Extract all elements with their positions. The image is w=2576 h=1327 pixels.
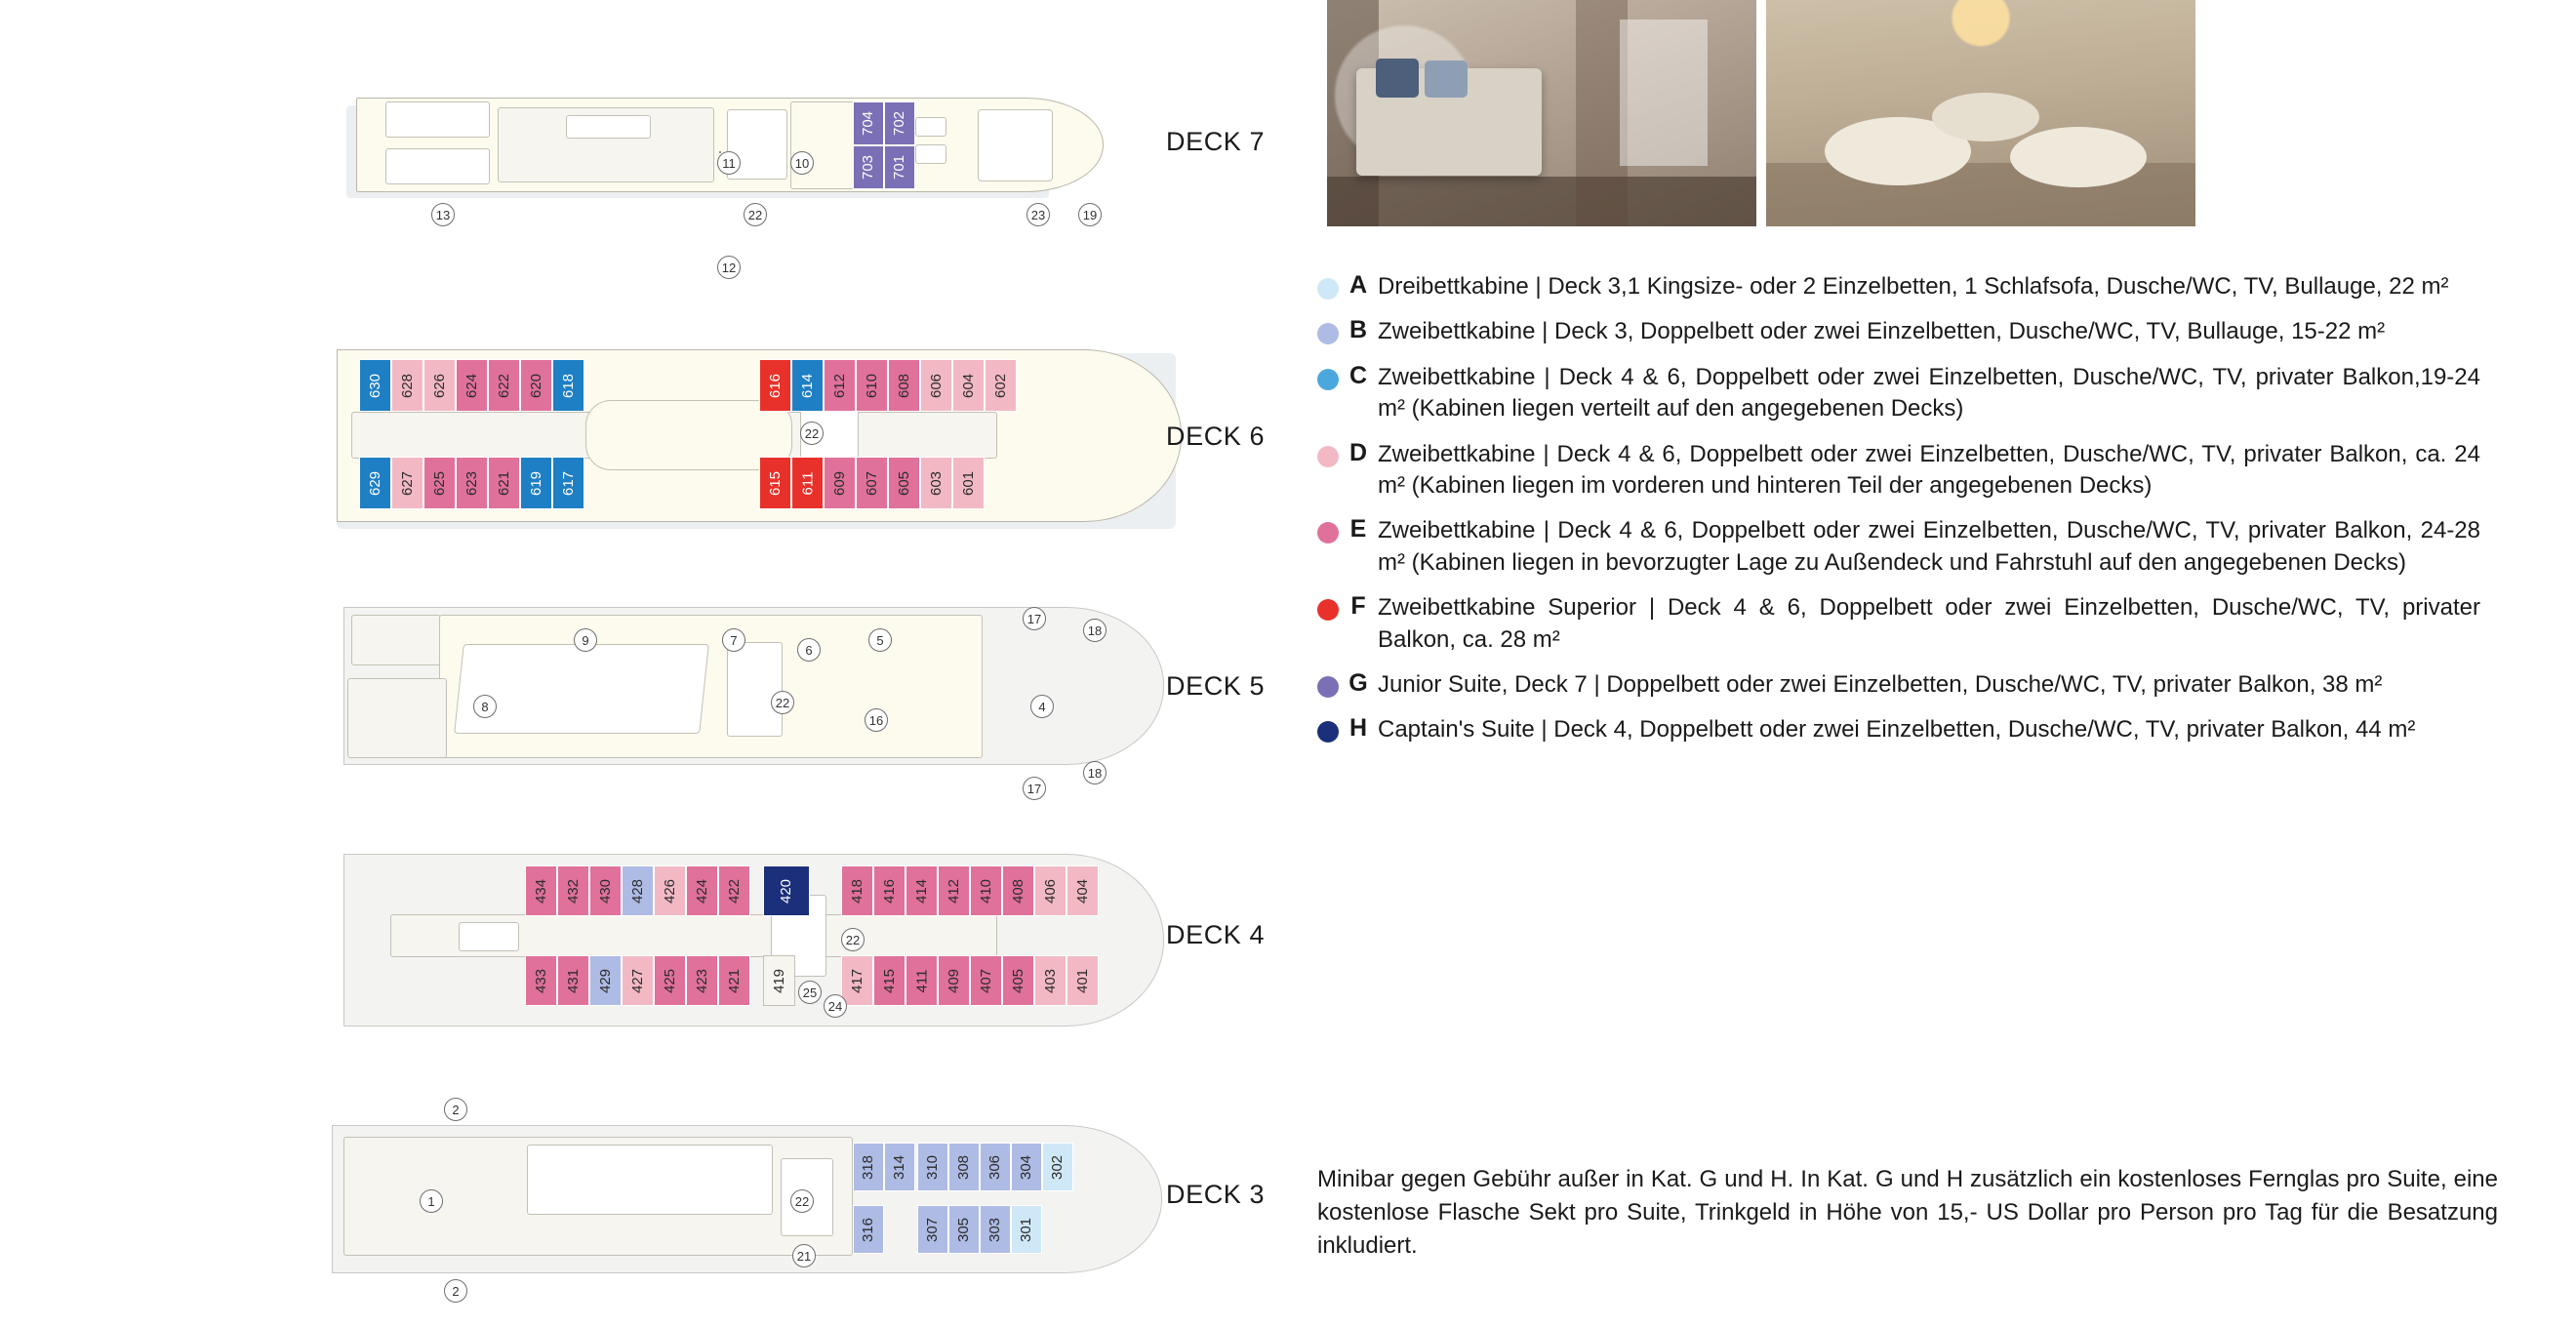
cabin-608[interactable]: 608 bbox=[888, 359, 920, 412]
suite-interior-photo bbox=[1327, 0, 1756, 226]
cabin-419[interactable]: 419 bbox=[763, 955, 795, 1006]
cabin-303[interactable]: 303 bbox=[980, 1205, 1011, 1254]
cabin-424[interactable]: 424 bbox=[686, 865, 718, 916]
cabin-601[interactable]: 601 bbox=[952, 457, 985, 509]
cabin-405[interactable]: 405 bbox=[1002, 955, 1034, 1006]
deck5-marker-7[interactable] bbox=[722, 628, 745, 652]
category-text-f: Zweibettkabine Superior | Deck 4 & 6, Doppelbett oder zwei Einzelbetten, Dusche/WC, TV, privater Balkon, ca. 28 m² bbox=[1378, 594, 2480, 653]
cabin-318[interactable]: 318 bbox=[853, 1143, 884, 1191]
category-text-h: Captain's Suite | Deck 4, Doppelbett oder zwei Einzelbetten, Dusche/WC, TV, privater Balkon, 44 m² bbox=[1378, 716, 2416, 744]
deck-3-diagram bbox=[0, 1098, 1298, 1317]
marker-label: 16 bbox=[868, 712, 884, 728]
category-text-b: Zweibettkabine | Deck 3, Doppelbett oder zwei Einzelbetten, Dusche/WC, TV, Bullauge, 15-22 m² bbox=[1378, 318, 2386, 345]
legend-row-e bbox=[1317, 515, 2566, 579]
cabin-627[interactable]: 627 bbox=[391, 457, 423, 509]
marker-label: 6 bbox=[805, 642, 813, 658]
marker-label: 13 bbox=[435, 207, 451, 222]
marker-label: 23 bbox=[1030, 207, 1046, 222]
marker-label: 5 bbox=[876, 632, 884, 648]
deck7-marker-e[interactable] bbox=[717, 256, 741, 279]
cabin-618[interactable]: 618 bbox=[552, 359, 584, 412]
deck-7-structure-aft bbox=[385, 101, 490, 138]
category-letter-b: B bbox=[1348, 316, 1368, 344]
cabin-602[interactable]: 602 bbox=[985, 359, 1017, 412]
marker-label: 22 bbox=[804, 425, 820, 441]
cabin-410[interactable]: 410 bbox=[970, 865, 1002, 916]
deck-7-structure-fwd bbox=[790, 101, 856, 189]
cabin-408[interactable]: 408 bbox=[1002, 865, 1034, 916]
cabin-607[interactable]: 607 bbox=[856, 457, 888, 509]
cabin-316[interactable]: 316 bbox=[853, 1205, 884, 1254]
cabin-616[interactable]: 616 bbox=[759, 359, 791, 412]
marker-label: 12 bbox=[721, 260, 737, 275]
cabin-301[interactable]: 301 bbox=[1011, 1205, 1042, 1254]
deck5-marker-8[interactable] bbox=[473, 695, 497, 718]
cabin-614[interactable]: 614 bbox=[791, 359, 824, 412]
cabin-411[interactable]: 411 bbox=[906, 955, 938, 1006]
deck3-marker-21[interactable] bbox=[792, 1244, 816, 1267]
marker-label: 22 bbox=[794, 1193, 810, 1209]
deck7-marker-a[interactable] bbox=[717, 151, 741, 175]
marker-label: 2 bbox=[452, 1102, 460, 1117]
deck-7-label: DECK 7 bbox=[1166, 127, 1266, 156]
cabin-621[interactable]: 621 bbox=[488, 457, 520, 509]
cabin-703[interactable]: 703 bbox=[853, 145, 884, 189]
cabin-415[interactable]: 415 bbox=[873, 955, 906, 1006]
cabin-418[interactable]: 418 bbox=[841, 865, 873, 916]
deck-7-diagram bbox=[0, 0, 1298, 275]
legend-row-h bbox=[1317, 714, 2566, 745]
deck-5-sundeck bbox=[351, 615, 441, 665]
category-letter-e: E bbox=[1349, 515, 1367, 543]
cabin-626[interactable]: 626 bbox=[423, 359, 456, 412]
cabin-617[interactable]: 617 bbox=[552, 457, 584, 509]
deck-4-diagram bbox=[0, 834, 1298, 1068]
cabin-623[interactable]: 623 bbox=[456, 457, 488, 509]
cabin-611[interactable]: 611 bbox=[791, 457, 824, 509]
marker-label: 17 bbox=[1026, 781, 1042, 796]
cabin-433[interactable]: 433 bbox=[525, 955, 557, 1006]
restaurant-photo bbox=[1766, 0, 2195, 226]
marker-label: 18 bbox=[1087, 623, 1103, 638]
category-letter-f: F bbox=[1350, 592, 1366, 621]
cabin-421[interactable]: 421 bbox=[718, 955, 750, 1006]
cabin-403[interactable]: 403 bbox=[1034, 955, 1067, 1006]
marker-label: 24 bbox=[827, 998, 843, 1014]
legend-column bbox=[1317, 0, 2576, 1327]
cabin-404[interactable]: 404 bbox=[1067, 865, 1099, 916]
deck5-marker-4[interactable] bbox=[1030, 695, 1054, 718]
marker-label: 21 bbox=[796, 1248, 812, 1264]
marker-label: 1 bbox=[427, 1193, 435, 1209]
cabin-625[interactable]: 625 bbox=[423, 457, 456, 509]
legend-row-b bbox=[1317, 316, 2566, 347]
cabin-701[interactable]: 701 bbox=[884, 145, 915, 189]
cabin-305[interactable]: 305 bbox=[948, 1205, 980, 1254]
deck-7-corridor bbox=[915, 117, 946, 137]
deck5-marker-17a[interactable] bbox=[1023, 607, 1046, 630]
legend-footnote: Minibar gegen Gebühr außer in Kat. G und H. In Kat. G und H zusätzlich ein kostenloses Fernglas pro Suite, eine kostenlose Flasche Sekt pro Suite, Trinkgeld in Höhe von 15,- US Dollar pro Person pro Tag für die Besatzung inkludiert. bbox=[1317, 1166, 2498, 1260]
cabin-628[interactable]: 628 bbox=[391, 359, 423, 412]
cabin-603[interactable]: 603 bbox=[920, 457, 952, 509]
cabin-416[interactable]: 416 bbox=[873, 865, 906, 916]
deck3-marker-2b[interactable] bbox=[444, 1279, 467, 1303]
legend-row-d bbox=[1317, 439, 2566, 503]
cabin-417[interactable]: 417 bbox=[841, 955, 873, 1006]
marker-label: 25 bbox=[802, 985, 818, 1000]
deck-3-label: DECK 3 bbox=[1166, 1180, 1266, 1209]
deck7-marker-b[interactable] bbox=[790, 151, 814, 175]
category-dot-e bbox=[1317, 522, 1339, 543]
cabin-612[interactable]: 612 bbox=[824, 359, 856, 412]
cabin-category-legend bbox=[1317, 271, 2566, 760]
deck5-marker-17b[interactable] bbox=[1023, 777, 1046, 800]
cabin-412[interactable]: 412 bbox=[938, 865, 970, 916]
photo-strip bbox=[1327, 0, 2195, 226]
cabin-423[interactable]: 423 bbox=[686, 955, 718, 1006]
deck5-marker-18b[interactable] bbox=[1083, 761, 1107, 784]
cabin-609[interactable]: 609 bbox=[824, 457, 856, 509]
cabin-432[interactable]: 432 bbox=[557, 865, 589, 916]
marker-label: 22 bbox=[775, 695, 790, 710]
cabin-702[interactable]: 702 bbox=[884, 101, 915, 145]
cabin-422[interactable]: 422 bbox=[718, 865, 750, 916]
cabin-306[interactable]: 306 bbox=[980, 1143, 1011, 1191]
cabin-428[interactable]: 428 bbox=[622, 865, 654, 916]
marker-label: 8 bbox=[481, 699, 489, 714]
deck-7-bridge bbox=[978, 109, 1053, 181]
category-text-d: Zweibettkabine | Deck 4 & 6, Doppelbett oder zwei Einzelbetten, Dusche/WC, TV, privater Balkon, ca. 24 m² (Kabinen liegen im vorderen und hinteren Teil der angegebenen Decks) bbox=[1378, 440, 2480, 499]
cabin-605[interactable]: 605 bbox=[888, 457, 920, 509]
cabin-308[interactable]: 308 bbox=[948, 1143, 980, 1191]
category-dot-h bbox=[1317, 721, 1339, 743]
deck-5-label: DECK 5 bbox=[1166, 671, 1266, 701]
deck7-marker-g[interactable] bbox=[1078, 203, 1102, 226]
cabin-307[interactable]: 307 bbox=[917, 1205, 948, 1254]
category-letter-a: A bbox=[1348, 271, 1368, 299]
deck-5-lounge bbox=[454, 644, 709, 734]
deck5-marker-6[interactable] bbox=[797, 638, 821, 662]
marker-label: 9 bbox=[582, 632, 589, 648]
category-text-a: Dreibettkabine | Deck 3,1 Kingsize- oder 2 Einzelbetten, 1 Schlafsofa, Dusche/WC, TV, Bullauge, 22 m² bbox=[1378, 273, 2449, 300]
deck3-marker-2a[interactable] bbox=[444, 1098, 467, 1121]
cabin-624[interactable]: 624 bbox=[456, 359, 488, 412]
deck-6-label: DECK 6 bbox=[1166, 422, 1266, 451]
cabin-420[interactable]: 420 bbox=[763, 865, 810, 916]
cabin-407[interactable]: 407 bbox=[970, 955, 1002, 1006]
deck-5-diagram bbox=[0, 585, 1298, 800]
deck5-marker-5[interactable] bbox=[868, 628, 892, 652]
deck-7-structure-aft2 bbox=[385, 148, 490, 184]
category-letter-c: C bbox=[1348, 361, 1368, 389]
category-dot-c bbox=[1317, 369, 1339, 390]
cabin-401[interactable]: 401 bbox=[1067, 955, 1099, 1006]
cabin-610[interactable]: 610 bbox=[856, 359, 888, 412]
category-text-g: Junior Suite, Deck 7 | Doppelbett oder zwei Einzelbetten, Dusche/WC, TV, privater Balkon, 38 m² bbox=[1378, 670, 2383, 698]
marker-label: 11 bbox=[722, 155, 736, 171]
cabin-431[interactable]: 431 bbox=[557, 955, 589, 1006]
deck4-marker-25[interactable] bbox=[798, 981, 822, 1004]
deck3-marker-1[interactable] bbox=[420, 1189, 443, 1213]
category-dot-g bbox=[1317, 676, 1339, 698]
cabin-406[interactable]: 406 bbox=[1034, 865, 1067, 916]
deck-4-aft-structure bbox=[459, 922, 519, 951]
cabin-606[interactable]: 606 bbox=[920, 359, 952, 412]
deck5-marker-22[interactable] bbox=[771, 691, 794, 714]
deck4-marker-24[interactable] bbox=[824, 994, 847, 1018]
cabin-310[interactable]: 310 bbox=[917, 1143, 948, 1191]
deck7-marker-f[interactable] bbox=[1026, 203, 1050, 226]
category-dot-f bbox=[1317, 599, 1339, 621]
marker-label: 19 bbox=[1082, 207, 1098, 222]
cabin-434[interactable]: 434 bbox=[525, 865, 557, 916]
legend-row-f bbox=[1317, 592, 2566, 656]
cabin-622[interactable]: 622 bbox=[488, 359, 520, 412]
deck7-marker-c[interactable] bbox=[744, 203, 767, 226]
cabin-414[interactable]: 414 bbox=[906, 865, 938, 916]
marker-label: 2 bbox=[452, 1283, 460, 1299]
marker-label: 22 bbox=[747, 207, 763, 222]
cabin-429[interactable]: 429 bbox=[589, 955, 622, 1006]
cabin-629[interactable]: 629 bbox=[359, 457, 391, 509]
cabin-704[interactable]: 704 bbox=[853, 101, 884, 145]
deck6-marker-22[interactable] bbox=[800, 422, 824, 445]
category-text-e: Zweibettkabine | Deck 4 & 6, Doppelbett oder zwei Einzelbetten, Dusche/WC, TV, privater Balkon, 24-28 m² (Kabinen liegen in bevorzugter Lage zu Außendeck und Fahrstuhl auf den angegebenen Decks) bbox=[1378, 517, 2480, 576]
category-dot-b bbox=[1317, 323, 1339, 344]
legend-row-g bbox=[1317, 669, 2566, 701]
cabin-302[interactable]: 302 bbox=[1042, 1143, 1073, 1191]
marker-label: 7 bbox=[730, 632, 738, 648]
deck-7-corridor2 bbox=[915, 144, 946, 164]
deck-4-label: DECK 4 bbox=[1166, 920, 1266, 949]
deck-6-diagram bbox=[0, 342, 1298, 566]
deck-5-aftdeck bbox=[347, 678, 447, 758]
category-letter-g: G bbox=[1348, 668, 1368, 697]
deck4-marker-22[interactable] bbox=[841, 928, 865, 951]
category-text-c: Zweibettkabine | Deck 4 & 6, Doppelbett oder zwei Einzelbetten, Dusche/WC, TV, privater Balkon,19-24 m² (Kabinen liegen verteilt auf den angegebenen Decks) bbox=[1378, 363, 2480, 422]
cabin-620[interactable]: 620 bbox=[520, 359, 552, 412]
cabin-304[interactable]: 304 bbox=[1011, 1143, 1042, 1191]
marker-label: 18 bbox=[1087, 765, 1103, 781]
deck-3-engine bbox=[527, 1145, 773, 1215]
category-dot-d bbox=[1317, 446, 1339, 467]
deck-5-stairs bbox=[727, 642, 783, 737]
marker-label: 10 bbox=[794, 155, 810, 171]
category-letter-d: D bbox=[1348, 438, 1368, 466]
category-letter-h: H bbox=[1348, 714, 1368, 743]
cabin-314[interactable]: 314 bbox=[884, 1143, 915, 1191]
cabin-604[interactable]: 604 bbox=[952, 359, 985, 412]
legend-row-c bbox=[1317, 362, 2566, 425]
marker-label: 4 bbox=[1038, 699, 1046, 714]
marker-label: 17 bbox=[1026, 611, 1042, 626]
deck3-marker-22[interactable] bbox=[790, 1189, 814, 1213]
cabin-425[interactable]: 425 bbox=[654, 955, 686, 1006]
cabin-430[interactable]: 430 bbox=[589, 865, 622, 916]
deck-5-bow bbox=[978, 607, 1164, 765]
cabin-427[interactable]: 427 bbox=[622, 955, 654, 1006]
category-dot-a bbox=[1317, 278, 1339, 300]
cabin-426[interactable]: 426 bbox=[654, 865, 686, 916]
deck-7-structure-midbox bbox=[566, 115, 651, 139]
cabin-630[interactable]: 630 bbox=[359, 359, 391, 412]
deck5-marker-16[interactable] bbox=[865, 708, 888, 732]
cabin-619[interactable]: 619 bbox=[520, 457, 552, 509]
deck7-marker-d[interactable] bbox=[431, 203, 455, 226]
legend-row-a bbox=[1317, 271, 2566, 302]
deck5-marker-9[interactable] bbox=[574, 628, 597, 652]
cabin-615[interactable]: 615 bbox=[759, 457, 791, 509]
marker-label: 22 bbox=[845, 932, 861, 947]
cabin-409[interactable]: 409 bbox=[938, 955, 970, 1006]
deck5-marker-18a[interactable] bbox=[1083, 619, 1107, 642]
